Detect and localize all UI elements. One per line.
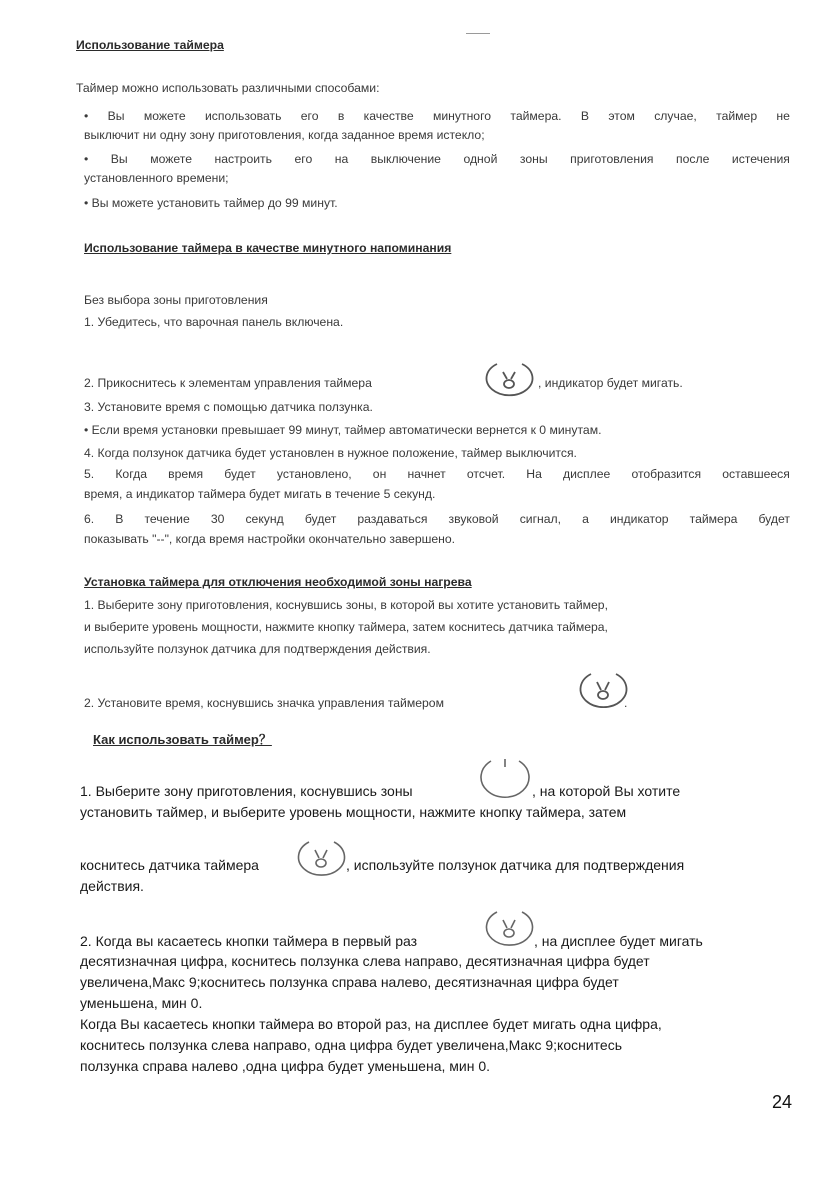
- word: таймера: [689, 512, 738, 526]
- word: •: [84, 109, 89, 123]
- word: качестве: [363, 109, 414, 123]
- word: таймера.: [510, 109, 562, 123]
- no-zone-title: Без выбора зоны приготовления: [84, 293, 268, 307]
- word: будет: [304, 512, 337, 526]
- word: время: [168, 467, 204, 481]
- heading-minute-reminder: Использование таймера в качестве минутного напоминания: [84, 241, 452, 255]
- word: На: [526, 467, 542, 481]
- word: одной: [463, 152, 498, 166]
- word: минутного: [432, 109, 492, 123]
- how-2-line-4: уменьшена, мин 0.: [80, 995, 203, 1011]
- word: будет: [224, 467, 256, 481]
- word: настроить: [214, 152, 272, 166]
- step-2-text: 2. Прикоснитесь к элементам управления таймера: [84, 376, 372, 390]
- word: звуковой: [448, 512, 499, 526]
- word: сигнал,: [519, 512, 562, 526]
- intro-text: Таймер можно использовать различными способами:: [76, 81, 380, 95]
- word: можете: [150, 152, 192, 166]
- word: после: [676, 152, 710, 166]
- word: 6.: [84, 512, 95, 526]
- word: в: [337, 109, 345, 123]
- word: Вы: [110, 152, 128, 166]
- bullet-1-line-2: выключит ни одну зону приготовления, когда заданное время истекло;: [84, 128, 485, 142]
- word: зоны: [519, 152, 548, 166]
- timer-icon: [294, 838, 348, 880]
- how-3-line-2: коснитесь ползунка слева направо, одна цифра будет увеличена,Макс 9;коснитесь: [80, 1037, 623, 1053]
- bullet-2-line-2: установленного времени;: [84, 171, 229, 185]
- zone-step-1-line-3: используйте ползунок датчика для подтверждения действия.: [84, 642, 431, 656]
- how-1-text: 1. Выберите зону приготовления, коснувшись зоны: [80, 783, 413, 799]
- word: таймер: [716, 109, 758, 123]
- word: 5.: [84, 467, 95, 481]
- zone-step-2-text: 2. Установите время, коснувшись значка управления таймером: [84, 696, 444, 710]
- word: •: [84, 152, 89, 166]
- how-1-line-2: установить таймер, и выберите уровень мощности, нажмите кнопку таймера, затем: [80, 804, 627, 820]
- word: использовать: [204, 109, 282, 123]
- word: раздаваться: [357, 512, 428, 526]
- page-number: 24: [771, 1092, 792, 1112]
- how-3-line-3: ползунка справа налево ,одна цифра будет уменьшена, мин 0.: [80, 1058, 491, 1074]
- bullet-2-line-1: [84, 150, 790, 168]
- word: отсчет.: [466, 467, 506, 481]
- word: не: [776, 109, 790, 123]
- word: выключение: [370, 152, 441, 166]
- word: Когда: [115, 467, 147, 481]
- word: истечения: [731, 152, 790, 166]
- word: дисплее: [563, 467, 611, 481]
- word: случае,: [654, 109, 697, 123]
- word: отобразится: [631, 467, 702, 481]
- zone-step-2-end: .: [624, 696, 628, 710]
- zone-step-1-line-1: 1. Выберите зону приготовления, коснувшись зоны, в которой вы хотите установить таймер,: [84, 598, 608, 612]
- step-5-line-1: [84, 465, 790, 483]
- how-1-line-3: коснитесь датчика таймера: [80, 857, 259, 873]
- heading-zone-timer: Установка таймера для отключения необходимой зоны нагрева: [84, 575, 472, 589]
- timer-icon: [576, 670, 630, 712]
- step-3: 3. Установите время с помощью датчика ползунка.: [84, 400, 373, 414]
- word: будет: [758, 512, 790, 526]
- step-1: 1. Убедитесь, что варочная панель включена.: [84, 315, 344, 329]
- how-1-line-3-end: , используйте ползунок датчика для подтверждения: [346, 857, 685, 873]
- word: секунд: [245, 512, 284, 526]
- word: оставшееся: [722, 467, 790, 481]
- step-3-note: • Если время установки превышает 99 минут, таймер автоматически вернется к 0 минутам.: [84, 423, 602, 437]
- power-zone-icon: [478, 756, 532, 802]
- step-6-line-1: [84, 510, 790, 528]
- word: этом: [608, 109, 635, 123]
- step-5-line-2: время, а индикатор таймера будет мигать в течение 5 секунд.: [84, 487, 436, 501]
- zone-step-1-line-2: и выберите уровень мощности, нажмите кнопку таймера, затем коснитесь датчика таймера,: [84, 620, 608, 634]
- how-1-text-end: , на которой Вы хотите: [532, 783, 681, 799]
- bullet-1-line-1: [84, 107, 790, 125]
- step-4: 4. Когда ползунок датчика будет установлен в нужное положение, таймер выключится.: [84, 446, 577, 460]
- how-2-text: 2. Когда вы касаетесь кнопки таймера в первый раз: [80, 933, 418, 949]
- word: приготовления: [570, 152, 654, 166]
- how-1-line-4: действия.: [80, 878, 144, 894]
- word: начнет: [407, 467, 446, 481]
- word: установлено,: [276, 467, 352, 481]
- heading-how-to-use: Как использовать таймер？: [93, 732, 272, 747]
- step-2-text-end: , индикатор будет мигать.: [538, 376, 683, 390]
- word: В: [115, 512, 124, 526]
- top-mark: [466, 33, 490, 34]
- how-2-line-3: увеличена,Макс 9;коснитесь ползунка справа налево, десятизначная цифра будет: [80, 974, 619, 990]
- word: Вы: [107, 109, 125, 123]
- timer-icon: [482, 908, 536, 950]
- how-3-line-1: Когда Вы касаетесь кнопки таймера во второй раз, на дисплее будет мигать одна цифра,: [80, 1016, 662, 1032]
- heading-timer-usage: Использование таймера: [76, 38, 224, 52]
- step-6-line-2: показывать "--", когда время настройки окончательно завершено.: [84, 532, 456, 546]
- bullet-3: • Вы можете установить таймер до 99 минут.: [84, 196, 338, 210]
- timer-icon: [482, 360, 536, 400]
- word: на: [334, 152, 349, 166]
- word: 30: [210, 512, 225, 526]
- how-2-text-end: , на дисплее будет мигать: [534, 933, 703, 949]
- word: его: [294, 152, 313, 166]
- word: индикатор: [609, 512, 669, 526]
- word: а: [582, 512, 589, 526]
- word: он: [372, 467, 387, 481]
- how-2-line-2: десятизначная цифра, коснитесь ползунка слева направо, десятизначная цифра будет: [80, 953, 650, 969]
- word: В: [580, 109, 589, 123]
- word: его: [300, 109, 319, 123]
- word: течение: [144, 512, 190, 526]
- word: можете: [143, 109, 186, 123]
